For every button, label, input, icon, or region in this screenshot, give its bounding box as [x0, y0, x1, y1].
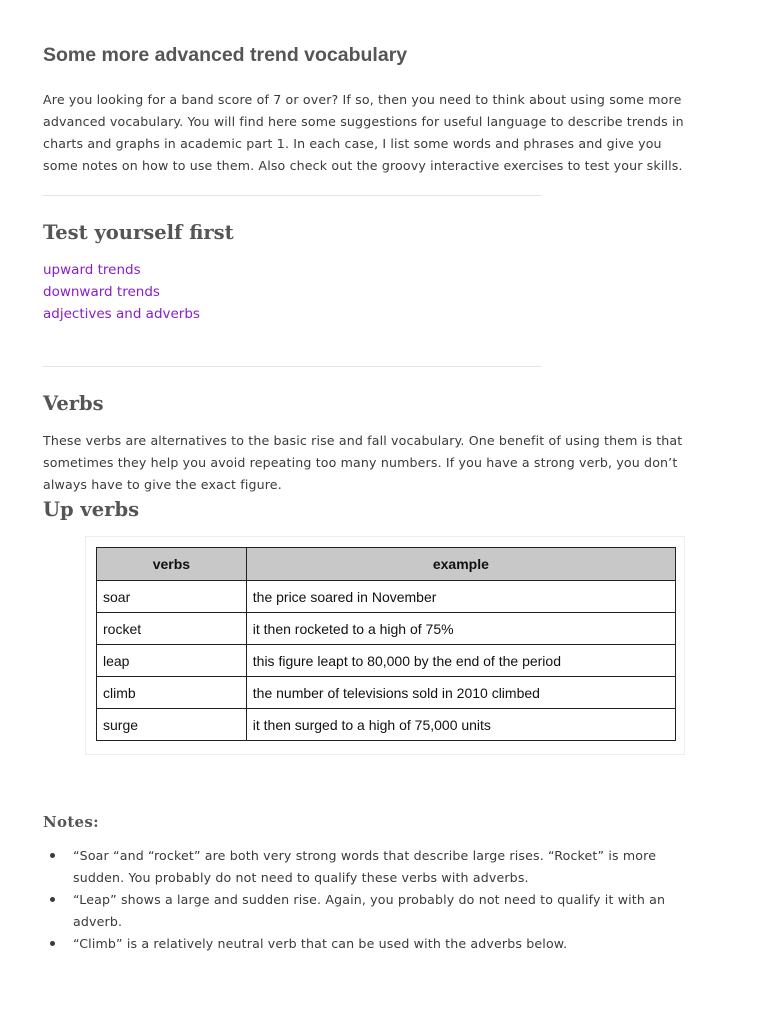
table-row [97, 613, 676, 645]
link-adjectives-adverbs[interactable]: adjectives and adverbs [43, 306, 200, 322]
section-divider [43, 195, 541, 196]
verbs-table [96, 547, 676, 741]
verb-cell: surge [97, 709, 247, 741]
note-line: “Climb” is a relatively neutral verb that can be used with the adverbs below. [73, 936, 568, 951]
column-header-verbs: verbs [97, 548, 247, 581]
note-line: sudden. You probably do not need to qualify these verbs with adverbs. [73, 870, 529, 885]
example-cell: the number of televisions sold in 2010 climbed [246, 677, 675, 709]
notes-heading: Notes: [43, 813, 99, 831]
table-row [97, 581, 676, 613]
example-cell: it then rocketed to a high of 75% [246, 613, 675, 645]
verb-cell: leap [97, 645, 247, 677]
bullet-icon [50, 897, 55, 902]
table-row [97, 677, 676, 709]
list-item [43, 933, 733, 955]
section-divider [43, 366, 541, 367]
bullet-icon [50, 853, 55, 858]
column-header-example: example [246, 548, 675, 581]
verbs-heading: Verbs [43, 392, 104, 415]
exercise-links [43, 259, 200, 325]
intro-line: advanced vocabulary. You will find here some suggestions for useful language to describe trends in [43, 114, 684, 129]
note-line: adverb. [73, 914, 123, 929]
test-yourself-heading: Test yourself first [43, 221, 234, 244]
verb-cell: rocket [97, 613, 247, 645]
intro-line: Are you looking for a band score of 7 or over? If so, then you need to think about using some more [43, 92, 682, 107]
intro-paragraph [43, 89, 733, 177]
verbs-paragraph [43, 430, 733, 496]
example-cell: it then surged to a high of 75,000 units [246, 709, 675, 741]
list-item [43, 845, 733, 889]
list-item [43, 889, 733, 933]
exercise-link-item [43, 259, 200, 281]
verb-cell: soar [97, 581, 247, 613]
verb-cell: climb [97, 677, 247, 709]
table-row [97, 709, 676, 741]
verbs-line: sometimes they help you avoid repeating too many numbers. If you have a strong verb, you don’t [43, 455, 678, 470]
intro-line: some notes on how to use them. Also check out the groovy interactive exercises to test your skills. [43, 158, 683, 173]
page-title: Some more advanced trend vocabulary [43, 44, 408, 66]
link-downward-trends[interactable]: downward trends [43, 284, 160, 300]
verbs-table-image [85, 536, 685, 755]
up-verbs-heading: Up verbs [43, 498, 140, 521]
table-header-row [97, 548, 676, 581]
notes-list [43, 845, 733, 955]
link-upward-trends[interactable]: upward trends [43, 262, 141, 278]
verbs-line: always have to give the exact figure. [43, 477, 282, 492]
note-line: “Leap” shows a large and sudden rise. Again, you probably do not need to qualify it with an [73, 892, 666, 907]
exercise-link-item [43, 303, 200, 325]
intro-line: charts and graphs in academic part 1. In each case, I list some words and phrases and give you [43, 136, 662, 151]
bullet-icon [50, 941, 55, 946]
exercise-link-item [43, 281, 200, 303]
example-cell: the price soared in November [246, 581, 675, 613]
verbs-line: These verbs are alternatives to the basic rise and fall vocabulary. One benefit of using them is that [43, 433, 683, 448]
table-row [97, 645, 676, 677]
note-line: “Soar “and “rocket” are both very strong words that describe large rises. “Rocket” is more [73, 848, 657, 863]
example-cell: this figure leapt to 80,000 by the end of the period [246, 645, 675, 677]
